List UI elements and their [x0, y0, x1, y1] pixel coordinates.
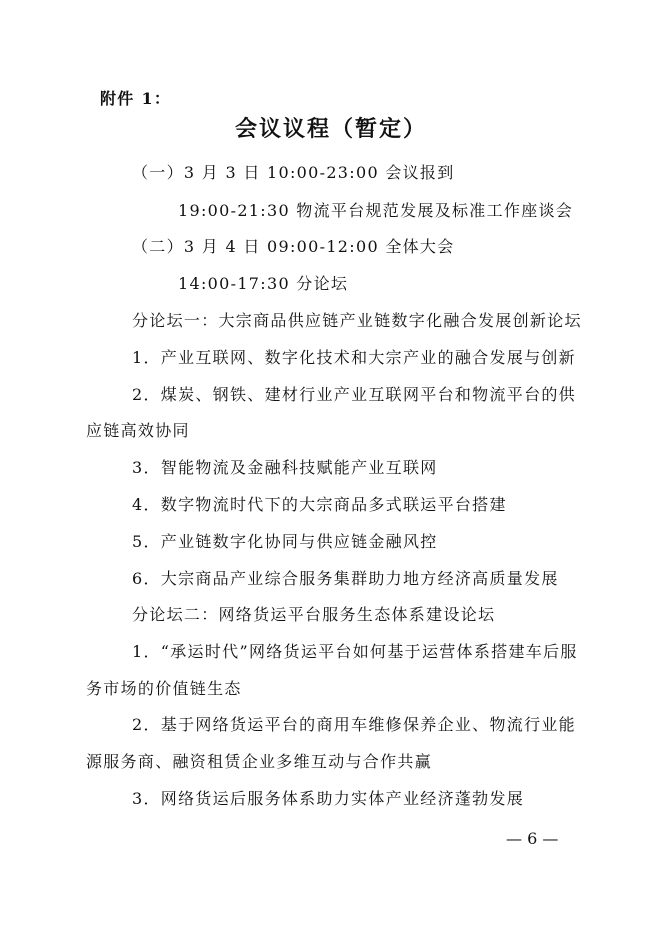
schedule-day2-line2: 14:00-17:30 分论坛 [178, 274, 349, 293]
schedule-day1-line1: （一）3 月 3 日 10:00-23:00 会议报到 [132, 163, 455, 182]
page-number: — 6 — [506, 829, 559, 848]
attachment-label: 附件 1： [100, 89, 172, 108]
forum1-item-1: 1．产业互联网、数字化技术和大宗产业的融合发展与创新 [132, 348, 576, 367]
forum1-item-6: 6．大宗商品产业综合服务集群助力地方经济高质量发展 [132, 569, 559, 588]
forum1-item-2-line2: 应链高效协同 [86, 421, 190, 440]
forum2-item-3: 3．网络货运后服务体系助力实体产业经济蓬勃发展 [132, 789, 525, 808]
forum2-heading: 分论坛二：网络货运平台服务生态体系建设论坛 [132, 605, 496, 624]
forum2-item-2-line1: 2．基于网络货运平台的商用车维修保养企业、物流行业能 [132, 715, 576, 734]
schedule-day2-line1: （二）3 月 4 日 09:00-12:00 全体大会 [132, 237, 455, 256]
forum1-item-4: 4．数字物流时代下的大宗商品多式联运平台搭建 [132, 495, 507, 514]
forum1-item-2-line1: 2．煤炭、钢铁、建材行业产业互联网平台和物流平台的供 [132, 385, 576, 404]
schedule-day1-line2: 19:00-21:30 物流平台规范发展及标准工作座谈会 [178, 201, 574, 220]
page-title: 会议议程（暂定） [234, 116, 427, 142]
forum2-item-1-line2: 务市场的价值链生态 [86, 679, 242, 698]
forum1-item-3: 3．智能物流及金融科技赋能产业互联网 [132, 458, 438, 477]
forum2-item-2-line2: 源服务商、融资租赁企业多维互动与合作共赢 [86, 752, 433, 771]
forum1-heading: 分论坛一：大宗商品供应链产业链数字化融合发展创新论坛 [132, 311, 582, 330]
forum1-item-5: 5．产业链数字化协同与供应链金融风控 [132, 532, 438, 551]
forum2-item-1-line1: 1．“承运时代”网络货运平台如何基于运营体系搭建车后服 [132, 642, 578, 661]
